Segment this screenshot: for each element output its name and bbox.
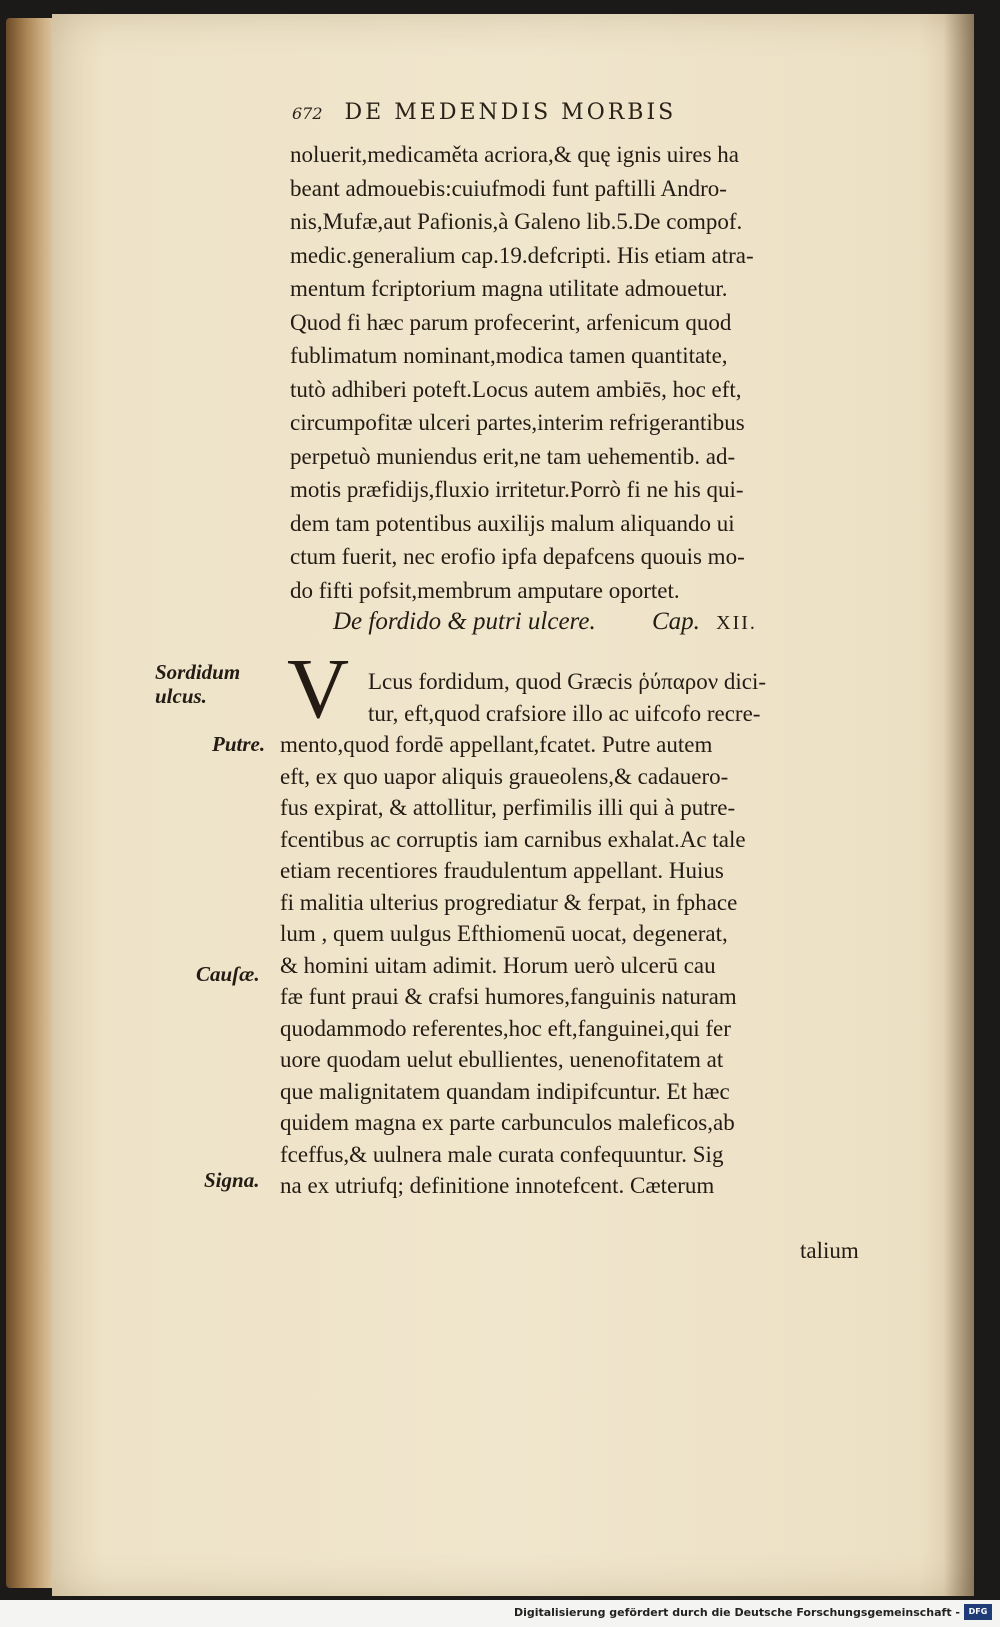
footer-bar [0,1600,1000,1627]
dfg-logo: DFG [964,1604,992,1620]
chapter-cap-label: Cap. [651,608,700,635]
text-line: nis,Mufæ,aut Pafionis,à Galeno lib.5.De compof. [290,209,743,234]
margin-note-sordidum [155,660,240,708]
text-line: tutò adhiberi poteft.Locus autem ambiēs, hoc eft, [290,376,742,402]
text-line: quodammodo referentes,hoc eft,fanguinei,qui fer [280,1015,731,1041]
text-line: mentum fcriptorium magna utilitate admouetur. [290,276,728,301]
text-line: beant admouebis:cuiufmodi funt paftilli Andro- [290,175,727,201]
chapter-heading [333,608,893,648]
body-text [290,138,890,607]
page-gutter [944,14,974,1596]
text-line: fæ funt praui & crafsi humores,fanguinis naturam [280,984,737,1009]
margin-note-line: ulcus. [155,684,207,708]
text-line: que malignitatem quandam indipifcuntur. Et hæc [280,1078,730,1104]
chapter-title: De fordido & putri ulcere. [333,608,596,635]
drop-cap: V [287,640,350,736]
text-line: na ex utriufq; definitione innotefcent. Cæterum [280,1173,715,1198]
margin-note-line: Sordidum [155,660,241,684]
text-line: noluerit,medicaměta acriora,& quę ignis uires ha [290,142,739,167]
running-head [292,100,852,134]
text-line: fi malitia ulterius progrediatur & ferpat, in fphace [280,889,738,915]
margin-note-putre: Putre. [212,732,266,756]
text-line: uore quodam uelut ebullientes, uenenofitatem at [280,1047,724,1072]
text-line: lum , quem uulgus Efthiomenū uocat, degenerat, [280,921,728,946]
chapter-body [280,666,892,1202]
text-line: fceffus,& uulnera male curata confequuntur. Sig [280,1141,724,1167]
text-line: etiam recentiores fraudulentum appellant. Huius [280,858,724,883]
text-line: fublimatum nominant,modica tamen quantitate, [290,343,728,368]
text-line: tur, eft,quod crafsiore illo ac uifcofo recre- [368,700,761,726]
text-line: quidem magna ex parte carbunculos maleficos,ab [280,1110,735,1135]
text-line: circumpofitæ ulceri partes,interim refrigerantibus [290,410,745,435]
text-line: Quod fi hæc parum profecerint, arfenicum quod [290,309,732,335]
text-line: motis præfidijs,fluxio irritetur.Porrò fi ne his qui- [290,477,744,502]
funding-credit: Digitalisierung gefördert durch die Deutsche Forschungsgemeinschaft - [513,1606,960,1619]
catchword: talium [800,1238,859,1263]
text-line: dem tam potentibus auxilijs malum aliquando ui [290,510,735,536]
text-line: perpetuò muniendus erit,ne tam uehementib. ad- [290,443,736,469]
page-number: 672 [292,104,323,123]
text-line: fcentibus ac corruptis iam carnibus exhalat.Ac tale [280,826,746,852]
text-line: & homini uitam adimit. Horum uerò ulcerū cau [280,952,716,978]
book-edge [6,18,54,1588]
chapter-number: XII. [716,612,757,634]
running-title: DE MEDENDIS MORBIS [344,100,677,125]
text-line: eft, ex quo uapor aliquis graueolens,& cadauero- [280,763,729,789]
text-line: medic.generalium cap.19.defcripti. His etiam atra- [290,242,754,268]
margin-note-signa: Signa. [204,1168,260,1192]
text-line: mento,quod fordē appellant,fcatet. Putre autem [280,732,713,757]
text-line: do fifti pofsit,membrum amputare oportet. [290,577,680,603]
margin-note-causae: Cauſæ. [196,962,260,986]
text-line: fus expirat, & attollitur, perfimilis illi qui à putre- [280,795,736,820]
text-line: ctum fuerit, nec erofio ipfa depafcens quouis mo- [290,544,745,569]
text-line: Lcus fordidum, quod Græcis ῥύπαρον dici- [368,669,767,694]
